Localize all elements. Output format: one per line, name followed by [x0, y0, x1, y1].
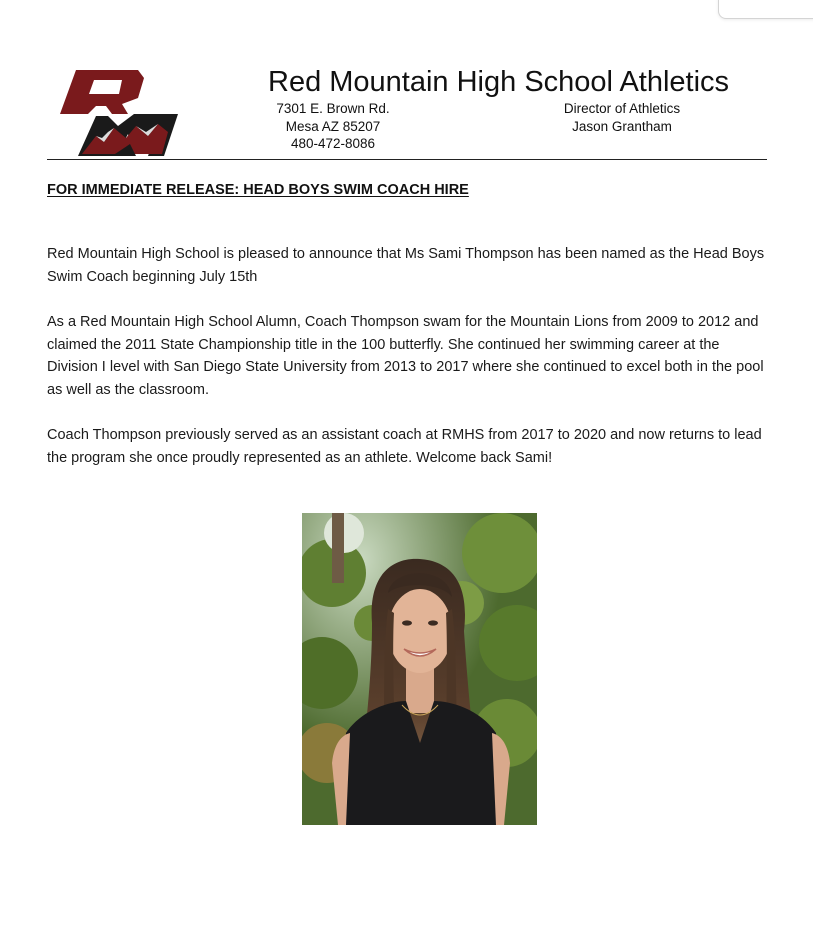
rm-logo	[56, 66, 184, 160]
release-body	[47, 243, 773, 492]
header-divider	[47, 159, 767, 160]
address-phone: 480-472-8086	[290, 136, 376, 151]
release-headline: FOR IMMEDIATE RELEASE: HEAD BOYS SWIM COACH HIRE	[47, 182, 469, 198]
coach-photo	[302, 513, 537, 825]
director-role: Director of Athletics	[563, 101, 681, 116]
director-name: Jason Grantham	[572, 118, 672, 134]
paragraph-return: Coach Thompson previously served as an assistant coach at RMHS from 2017 to 2020 and now returns to lead the program she once proudly represented as an athlete. Welcome back Sami!	[47, 427, 762, 466]
address-street: 7301 E. Brown Rd.	[276, 101, 390, 116]
address-city: Mesa AZ 85207	[285, 118, 381, 134]
director-block	[548, 100, 696, 135]
paragraph-announcement: Red Mountain High School is pleased to announce that Ms Sami Thompson has been named as the Head Boys Swim Coach beginning July 15th	[47, 246, 765, 285]
corner-tab	[718, 0, 813, 19]
paragraph-background: As a Red Mountain High School Alumn, Coach Thompson swam for the Mountain Lions from 2009 to 2012 and claimed the 2011 State Championship title in the 100 butterfly. She continued her swimming career at the Division I level with San Diego State University from 2013 to 2017 where she continued to excel both in the pool as well as the classroom.	[47, 314, 764, 398]
logo-letters: RM	[56, 66, 58, 67]
school-address	[262, 100, 404, 153]
school-title: Red Mountain High School Athletics	[268, 66, 730, 98]
